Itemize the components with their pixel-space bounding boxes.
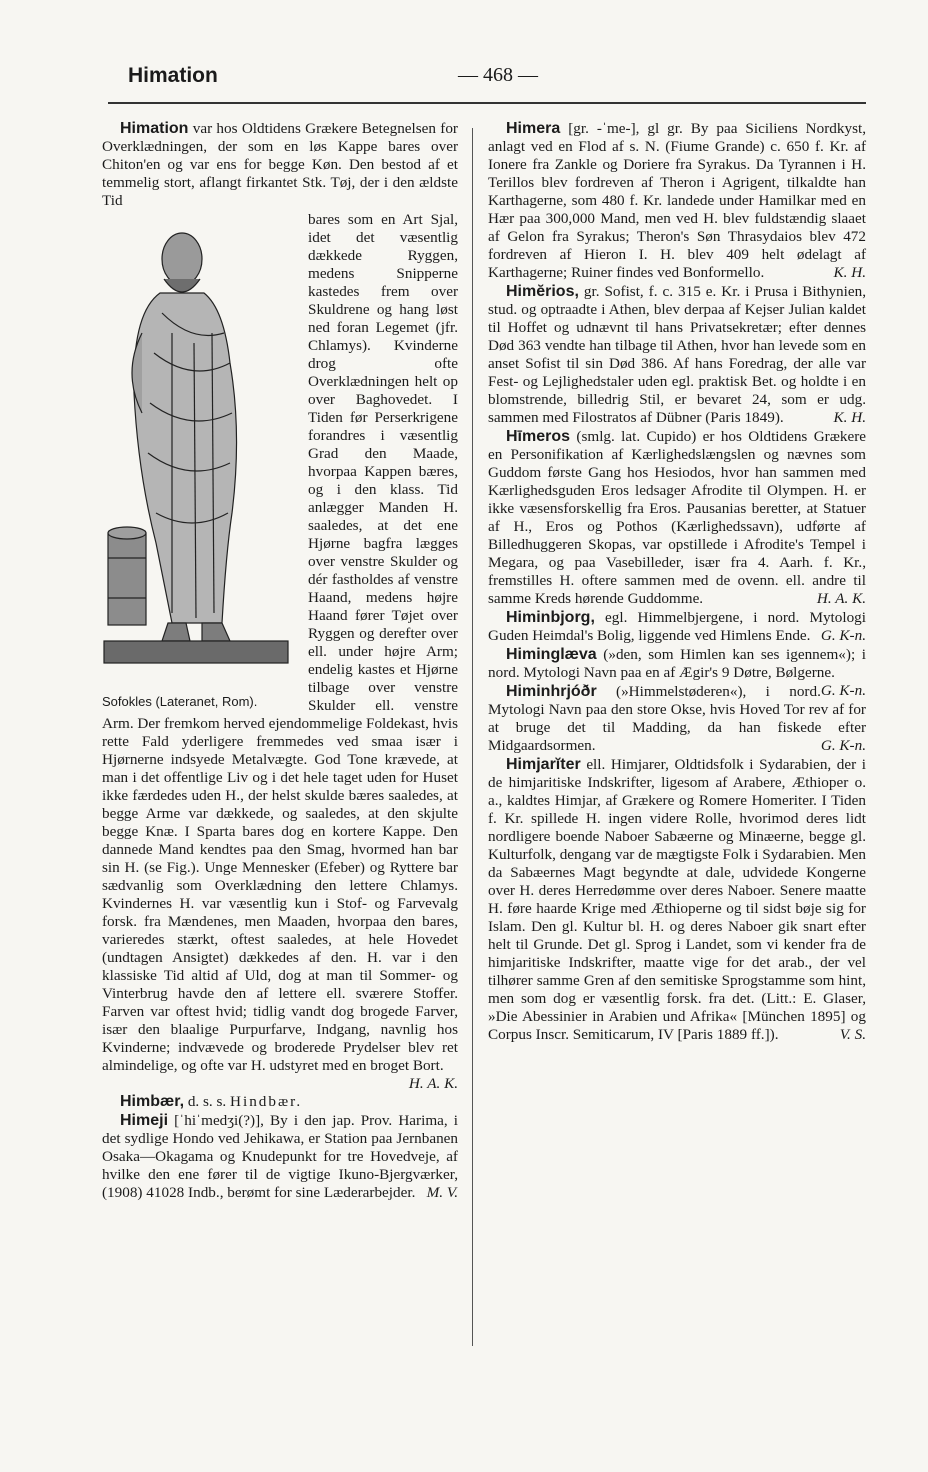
entry-text: (»Himmelstøderen«), i nord. Mytologi Navn paa den store Okse, hvis Hoved Tor rev af for at bruge det til Madding, da han fiskede efter Midgaardsormen.: [488, 683, 866, 754]
figure-caption: Sofokles (Lateranet, Rom).: [102, 694, 258, 709]
author-signature: G. K-n.: [820, 627, 866, 644]
entry-headword: Himĕrios,: [506, 283, 579, 300]
author-signature: G. K-n.: [820, 682, 866, 699]
page-number: — 468 —: [458, 64, 538, 86]
entry-himinhrjodr: [488, 683, 866, 755]
entry-headword: Himinbjorg,: [506, 609, 595, 626]
entry-text: (smlg. lat. Cupido) er hos Oldtidens Grækere en Personifikation af Kærlighedslængslen og nævnes som Guddom første Gang hos Hesiodos, hvor han sammen med Kærlighedsguden Eros ledsager Afrodite til Olympen. H. er ikke væsensforskellig fra Eros. Pausanias beretter, at Statuer af H., Eros og Pothos (Kærlighedssavn), udførte af Billedhuggeren Skopas, var opstillede i Afrodite's Tempel i Megara, og paa Vasebilleder, især fra 4. Aarh. f. Kr., fremstilles H. oftere sammen med de ovenn. ell. andre til samme Kreds hørende Guddomme.: [488, 428, 866, 607]
entry-himera: [488, 120, 866, 282]
entry-text: [ˈhiˈmedʒi(?)], By i den jap. Prov. Harima, i det sydlige Hondo ved Jehikawa, er Station paa Jernbanen Osaka—Okagama og Knudepunkt for tre Hovedveje, af hvilke den ene fører til de vigtige Ikuno-Bjergværker, (1908) 41028 Indb., berømt for sine Læderarbejder.: [102, 1112, 459, 1201]
entry-himbaer: [102, 1093, 458, 1111]
entry-headword: Himera: [506, 120, 561, 137]
right-column: [488, 120, 866, 1045]
entry-text: d. s. s.: [187, 1093, 227, 1110]
entry-headword: Himinhrjóðr: [506, 683, 597, 700]
entry-himation-intro: [102, 120, 458, 210]
author-signature: V. S.: [839, 1026, 866, 1043]
entry-text: (»den, som Himlen kan ses igennem«); i nord. Mytologi Navn paa en af Ægir's 9 Døtre, Bølgerne.: [488, 646, 866, 681]
entry-himerios: [488, 283, 866, 427]
entry-headword: Himinglæva: [506, 646, 597, 663]
entry-text: ell. Himjarer, Oldtidsfolk i Sydarabien, der i de himjaritiske Indskrifter, ligesom af Arabere, Æthioper o. a., kaldtes Himjar, af Grækere og Romere Homeriter. I Tiden f. Kr. spillede H. ingen videre Rolle, hvorimod deres lidt nordligere boende Naboer Sabæerne og Minæerne, begge gl. Kulturfolk, dengang var de mægtigste Folk i Sydarabien. Men da Sabæernes Magt begyndte at dale, udvidede Kongerne over H. deres Herredømme over deres Naboer. Senere maatte H. føre haarde Krige med Æthioperne og til sidst bøje sig for Islam. Den gl. Kultur bl. H. og deres Naboer gik snart efter helt til Grunde. Det gl. Sprog i Landet, som vi kender fra de himjaritiske Indskrifter, maatte vige for det arab., der vel tilhører samme Gren af den semitiske Sprogstamme som hint, men som dog er væsentlig forsk. fra det. (Litt.: E. Glaser, »Die Abessinier in Arabien und Afrika« [München 1895] og Corpus Inscr. Semiticarum, IV [Paris 1889 ff.]).: [488, 756, 867, 1043]
entry-himeji: [102, 1112, 458, 1202]
author-signature: H. A. K.: [408, 1075, 458, 1092]
entry-text: venstre Arm. Der fremkom herved ejendommelige Foldekast, hvis rette Fald yderligere fremmedes ved smaa især i Hjørnerne indsyede Metalvægte. God Tone krævede, at man i det offentlige Liv og i det hele taget uden for Huset ikke færdedes uden H., der helst skulde bæres saaledes, at begge Arme var dækkede, og saaledes, at den skjulte begge Knæ. I Sparta bares dog en kortere Kappe. Den dannede Mand kendtes paa den Smag, hvormed han bar sin H. (se Fig.). Unge Mennesker (Efeber) og Ryttere bar sædvanlig som Overklædning den lettere Chlamys. Kvindernes H. var væsentlig kun i Stof- og Farvevalg forsk. fra Mændenes, men Maaden, hvorpaa den bares, varieredes stærkt, oftest saaledes, at hele Hovedet (undtagen Ansigtet) dækkedes af den. H. var i den klassiske Tid altid af Uld, dog at man til Sommer- og Vinterbrug havde den af lettere ell. sværere Stoffer. Farven var oftest hvid; tidlig vandt dog brogede Farver, især den blaalige Purpurfarve, Indgang, navnlig hos Kvinderne; indvævede og broderede Prydelser blev ret almindelige, og ofte var H. udstyret med en broget Bort.: [102, 697, 458, 1074]
author-signature: K. H.: [833, 264, 866, 281]
entry-text: [gr. -ˈme-], gl gr. By paa Siciliens Nordkyst, anlagt ved en Flod af s. N. (Fiume Grande) c. 650 f. Kr. af Ionere fra Zankle og Doriere fra Syrakus. Da Tyrannen i H. Terillos blev fordreven af Theron i Agrigent, tilkaldte han Karthagerne, som 480 f. Kr. landede under Hamilkar med en Hær paa 300,000 Mand, men ved H. blev fuldstændig slaaet af Gelon fra Syrakus; Theron's Søn Thrasydaios blev 472 fordreven af Hieron I. H. blev 409 helt ødelagt af Karthagerne; Ruiner findes ved Bonformello.: [488, 120, 867, 281]
entry-himjariter: [488, 756, 866, 1044]
left-column: [102, 120, 458, 1203]
page-header: [128, 60, 865, 94]
entry-headword: Himbær,: [120, 1093, 185, 1110]
running-headword: Himation: [128, 64, 218, 87]
entry-text: var hos Oldtidens Grækere Betegnelsen for Overklædningen, der som en løs Kappe bares over Chiton'en og var ens for begge Køn. Den bestod af et temmelig stort, aflangt firkantet Stk. Tøj, der i den ældste Tid: [102, 120, 458, 209]
entry-text: gr. Sofist, f. c. 315 e. Kr. i Prusa i Bithynien, stud. og optraadte i Athen, blev derpaa af Kejser Julian kaldet til Hoffet og udnævnt til hans Privatsekretær; efter dennes Død 363 vendte han tilbage til Athen, hvor han levede som en anset Sofist til sin Død 386. Af hans Foredrag, der alle var Fest- og Lejlighedstaler uden egl. praktisk Bet. og holdte i en blomstrende, billedrig Stil, er bevaret 24, som er udg. sammen med Filostratos af Dübner (Paris 1849).: [488, 283, 866, 426]
author-signature: K. H.: [833, 409, 866, 426]
entry-text: bares som en Art Sjal, idet det væsentlig dækkede Ryggen, medens Snipperne kastedes frem over Skuldrene og hang løst ned foran Legemet (jfr. Chlamys). Kvinderne drog ofte Overklædningen helt op over Baghovedet. I Tiden før Perserkrigene forandres i væsentlig Grad den Maade, hvorpaa Kappen bæres, og i den klass. Tid anlægger Manden H. saaledes, at det ene Hjørne bagfra lægges over venstre Skulder og dér fastholdes af venstre Haand, medens højre Haand fører Tøjet over Ryggen og derefter over ell. under højre Arm; endelig kastes et Hjørne tilbage over venstre Skulder ell.: [308, 211, 458, 714]
column-divider: [472, 128, 473, 1346]
cross-reference: Hindbær.: [230, 1093, 303, 1110]
entry-headword: Himjarĭter: [506, 756, 581, 773]
header-rule: [108, 102, 866, 104]
entry-headword: Hīmeros: [506, 428, 571, 445]
author-signature: G. K-n.: [820, 737, 866, 754]
entry-text: egl. Himmelbjergene, i nord. Mytologi Guden Heimdal's Bolig, liggende ved Himlens Ende.: [488, 609, 866, 644]
entry-headword: Himation: [120, 120, 189, 137]
entry-himeros: [488, 428, 866, 608]
author-signature: M. V.: [426, 1184, 458, 1201]
statue-illustration-icon: [102, 213, 292, 688]
entry-headword: Himeji: [120, 1112, 169, 1129]
author-signature: H. A. K.: [816, 590, 866, 607]
entry-himinbjorg: [488, 609, 866, 645]
figure-sophocles: [102, 213, 298, 710]
